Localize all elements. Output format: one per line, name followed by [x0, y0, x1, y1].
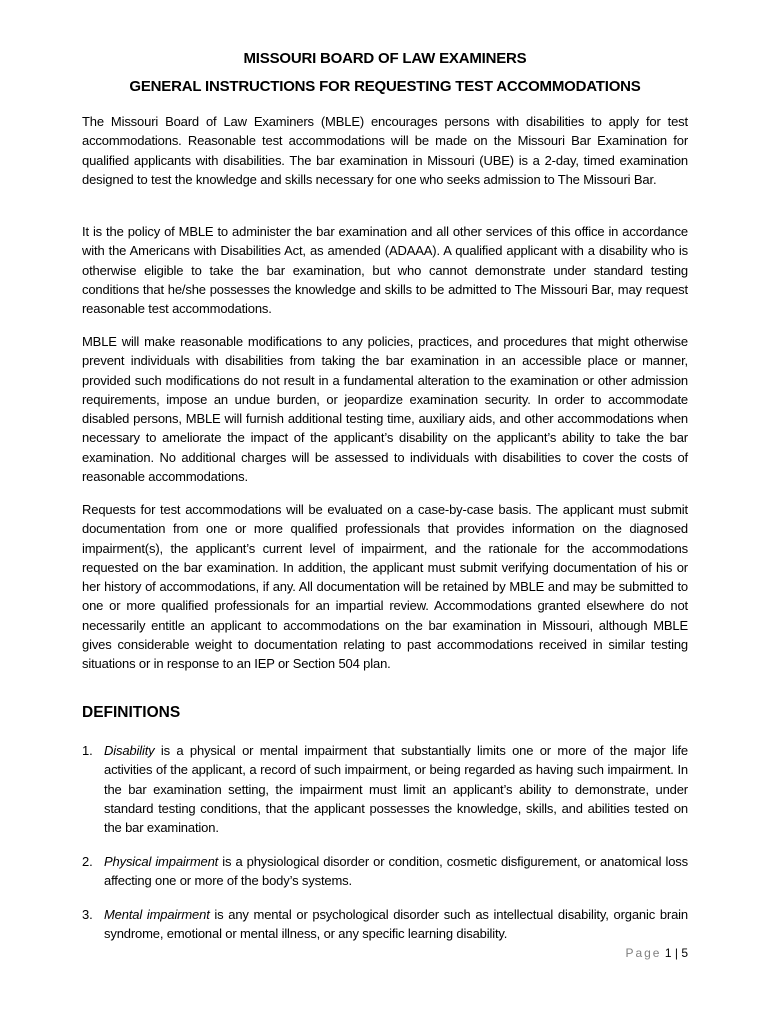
definition-item	[82, 741, 688, 837]
page-footer	[600, 946, 688, 960]
definition-number: 1.	[82, 743, 93, 758]
document-subtitle: GENERAL INSTRUCTIONS FOR REQUESTING TEST ACCOMMODATIONS	[129, 78, 641, 95]
definition-number: 2.	[82, 854, 93, 869]
definition-term: Physical impairment	[104, 854, 219, 869]
definition-text: is any mental or psychological disorder such as intellectual disability, organic brain syndrome, emotional or mental illness, or any specific learning disability.	[104, 907, 688, 942]
definition-item	[82, 852, 688, 891]
definition-term: Mental impairment	[104, 907, 210, 922]
definition-term: Disability	[104, 743, 155, 758]
paragraph-modifications: MBLE will make reasonable modifications to any policies, practices, and procedures that might otherwise prevent individuals with disabilities from taking the bar examination in an accessible place or manner, provided such modifications do not result in a fundamental alteration to the examination or other admission requirements, impose an undue burden, or jeopardize examination security. In order to accommodate disabled persons, MBLE will furnish additional testing time, auxiliary aids, and other accommodations when necessary to ameliorate the impact of the applicant’s disability on the applicant’s ability to take the bar examination. No additional charges will be assessed to individuals with disabilities to cover the costs of reasonable accommodations.	[82, 334, 688, 485]
definition-text: is a physical or mental impairment that substantially limits one or more of the major life activities of the applicant, a record of such impairment, or being regarded as having such impairment. In the bar examination setting, the impairment must limit an applicant’s ability to demonstrate, under standard testing conditions, that the applicant possesses the knowledge, skills, and abilities tested on the bar examination.	[104, 743, 688, 836]
definition-number: 3.	[82, 907, 93, 922]
document-title: MISSOURI BOARD OF LAW EXAMINERS	[243, 50, 527, 67]
definition-item	[82, 905, 688, 944]
paragraph-intro: The Missouri Board of Law Examiners (MBLE) encourages persons with disabilities to apply for test accommodations. Reasonable test accommodations will be made on the Missouri Bar Examination for qualified applicants with disabilities. The bar examination in Missouri (UBE) is a 2-day, timed examination designed to test the knowledge and skills necessary for one who seeks admission to The Missouri Bar.	[82, 114, 688, 187]
paragraph-policy: It is the policy of MBLE to administer the bar examination and all other services of this office in accordance with the Americans with Disabilities Act, as amended (ADAAA). A qualified applicant with a disability who is otherwise eligible to take the bar examination, but who cannot demonstrate under standard testing conditions that he/she possesses the knowledge and skills to be admitted to The Missouri Bar, may request reasonable test accommodations.	[82, 224, 688, 317]
definition-text: is a physiological disorder or condition, cosmetic disfigurement, or anatomical loss affecting one or more of the body’s systems.	[104, 854, 688, 889]
definition-body	[104, 852, 688, 891]
page-label: Page	[625, 946, 662, 960]
paragraph-requests: Requests for test accommodations will be evaluated on a case-by-case basis. The applicant must submit documentation from one or more qualified professionals that provides information on the diagnosed impairment(s), the applicant’s current level of impairment, and the rationale for the accommodations requested on the bar examination. In addition, the applicant must submit verifying documentation of his or her history of accommodations, if any. All documentation will be retained by MBLE and may be submitted to one or more qualified professionals for an impartial review. Accommodations granted elsewhere do not necessarily entitle an applicant to accommodations on the bar examination in Missouri, although MBLE gives considerable weight to documentation relating to past accommodations received in similar testing situations or in response to an IEP or Section 504 plan.	[82, 502, 688, 672]
page-number: 1	[664, 946, 672, 960]
definition-body	[104, 905, 688, 944]
page-separator: |	[674, 946, 678, 960]
page-total: 5	[681, 946, 688, 960]
definitions-heading: DEFINITIONS	[82, 704, 181, 721]
definition-body	[104, 741, 688, 837]
